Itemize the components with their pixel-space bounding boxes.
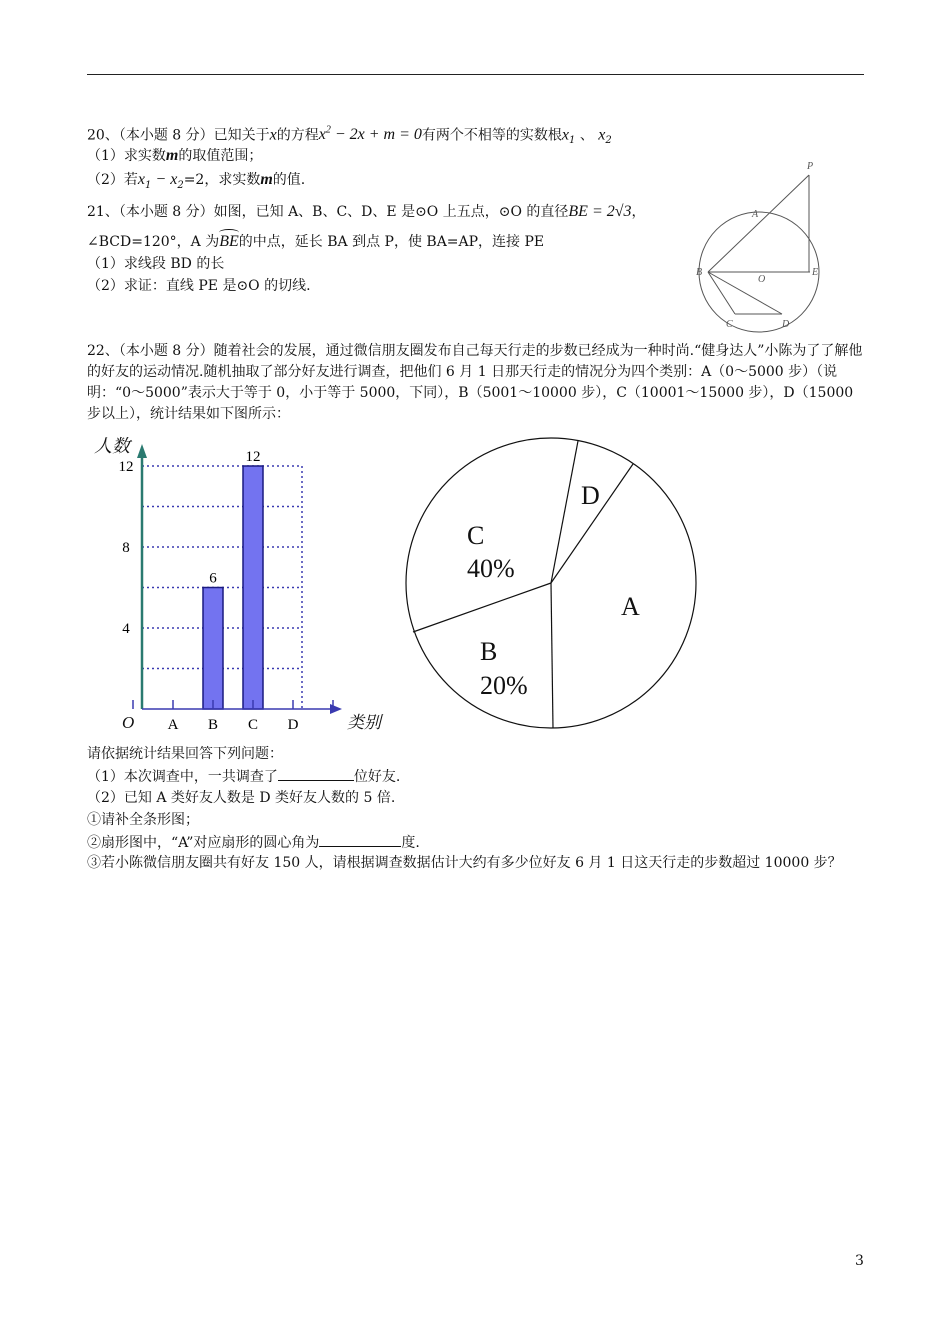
q21-line2: ∠BCD=120°，A 为 BE的中点，延长 BA 到点 P，使 BA=AP，连接 PE [87, 232, 544, 252]
label-d: D [782, 319, 790, 330]
segment-bc [708, 272, 735, 314]
slice-label-c: C [467, 521, 485, 550]
q21-stem: 21、（本小题 8 分）如图，已知 A、B、C、D、E 是⊙O 上五点，⊙O 的直径BE = 2√3， [87, 203, 646, 220]
answer-blank-1[interactable] [278, 766, 354, 781]
q22-sub5: ③若小陈微信朋友圈共有好友 150 人，请根据调查数据估计大约有多少位好友 6 月 1 日这天行走的步数超过 10000 步？ [87, 855, 842, 871]
slice-label-b: B [480, 637, 498, 666]
slice-percent-c: 40% [467, 554, 515, 583]
x-axis-arrow [330, 704, 342, 714]
slice-percent-b: 20% [480, 671, 528, 700]
y-tick-label: 8 [122, 540, 130, 556]
bar-C [243, 466, 263, 709]
q22-sub3: ①请补全条形图； [87, 812, 199, 828]
y-axis-label: 人数 [94, 436, 130, 456]
q20-stem: 20、（本小题 8 分）已知关于x的方程$x^2 - 2x + m = 0$有两个不相等的实数根$x_1$ 、 $x_2$ [87, 125, 612, 147]
pie-chart [400, 432, 700, 734]
x-tick-label-D: D [287, 717, 299, 733]
q21-part2: （2）求证：直线 PE 是⊙O 的切线. [87, 278, 311, 294]
y-axis-arrow [137, 444, 147, 458]
q22-sub4: ②扇形图中，“A”对应扇形的圆心角为 度. [87, 832, 420, 853]
q22-intro: 请依据统计结果回答下列问题： [87, 746, 283, 762]
y-tick-label: 4 [122, 621, 130, 637]
q20-part2: （2）若$x_1 - x_2=2$，求实数m的值. [87, 171, 306, 191]
q20-part1: （1）求实数m的取值范围； [87, 147, 263, 164]
slice-divider-b-c [413, 583, 551, 632]
q21-part1: （1）求线段 BD 的长 [87, 256, 225, 272]
bar-B [203, 588, 223, 710]
q22-paragraph: 22、（本小题 8 分）随着社会的发展，通过微信朋友圈发布自己每天行走的步数已经成为一种时尚.“健身达人”小陈为了了解他的好友的运动情况.随机抽取了部分好友进行调查，把他们 6 月 1 日那天行走的情况分为四个类别：A（0～5000 步）（说明：“0～5000”表示大于等于 0，小于等于 5000，下同），B（5001～10000 步），C（10001～15000 步），D（15000 步以上），统计结果如下图所示： [87, 343, 863, 422]
bar-value-label-B: 6 [209, 570, 217, 587]
answer-blank-2[interactable] [319, 832, 401, 847]
circle-geometry-figure [690, 155, 830, 333]
slice-label-a: A [621, 592, 640, 621]
label-p: P [807, 161, 814, 172]
q22-sub2: （2）已知 A 类好友人数是 D 类好友人数的 5 倍. [87, 790, 396, 806]
y-tick-label: 12 [118, 459, 134, 475]
label-o: O [758, 274, 766, 285]
origin-label: O [122, 713, 135, 732]
x-tick-label-A: A [167, 717, 179, 733]
bar-value-label-C: 12 [245, 449, 261, 465]
x-axis-label: 类别 [347, 713, 381, 732]
label-b: B [696, 267, 703, 278]
label-a: A [752, 209, 759, 220]
q22-sub1: （1）本次调查中，一共调查了 位好友. [87, 766, 400, 787]
label-c: C [726, 319, 733, 330]
slice-divider-b-a [551, 583, 553, 728]
segment-bd [708, 272, 782, 314]
x-tick-label-C: C [247, 717, 259, 733]
x-tick-label-B: B [207, 717, 219, 733]
header-rule [87, 74, 864, 75]
label-e: E [812, 267, 819, 278]
slice-divider-c-d [551, 441, 578, 583]
bar-chart [88, 432, 398, 742]
slice-label-d: D [581, 481, 600, 510]
page-number: 3 [855, 1253, 864, 1269]
